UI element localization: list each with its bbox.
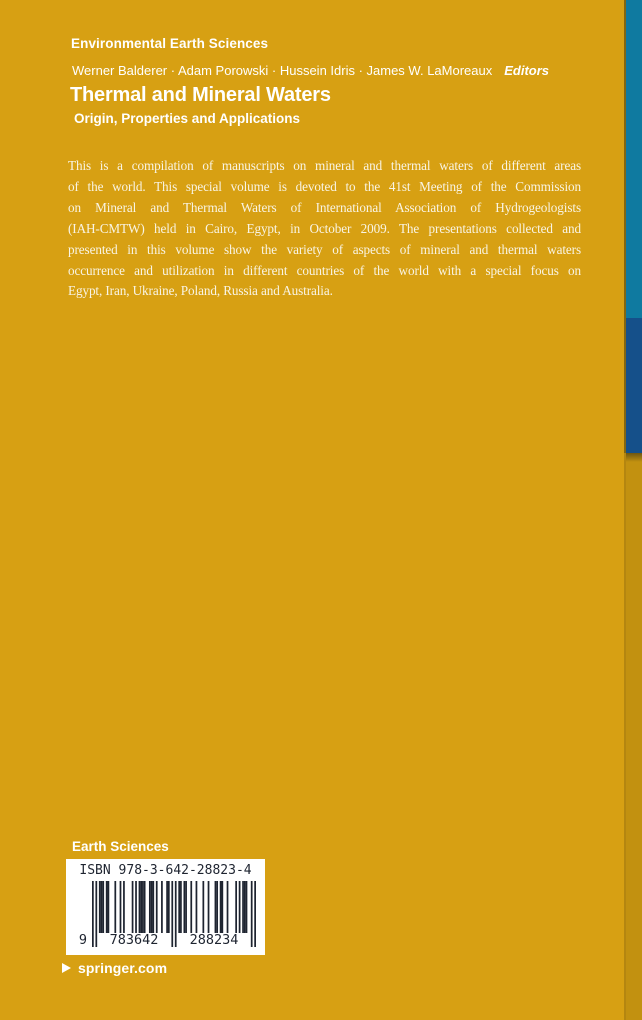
back-cover-description <box>68 156 581 302</box>
description-line: occurrence and utilization in different countries of the world with a special focus on <box>68 262 581 278</box>
barcode-digits-left: 783642 <box>109 932 159 948</box>
cover-edge-olive-segment <box>626 453 642 1020</box>
book-subtitle: Origin, Properties and Applications <box>74 111 301 126</box>
description-line: of the world. This special volume is devoted to the 41st Meeting of the Commission <box>68 178 581 194</box>
series-title: Environmental Earth Sciences <box>71 36 269 51</box>
publisher-website: springer.com <box>78 960 168 976</box>
description-line: (IAH-CMTW) held in Cairo, Egypt, in October 2009. The presentations collected and <box>68 220 581 236</box>
publisher-footer <box>62 960 167 976</box>
editors-label: Editors <box>504 63 550 78</box>
isbn-barcode-block <box>66 859 265 955</box>
isbn-number-label: ISBN 978-3-642-28823-4 <box>79 863 252 878</box>
cover-edge-navy-segment <box>626 318 642 453</box>
description-line: on Mineral and Thermal Waters of International Association of Hydrogeologists <box>68 199 581 215</box>
description-line: This is a compilation of manuscripts on mineral and thermal waters of different areas <box>68 158 581 173</box>
cover-crease-shadow <box>624 0 626 453</box>
description-line: presented in this volume show the variety of aspects of mineral and thermal waters <box>68 241 581 257</box>
category-label: Earth Sciences <box>72 839 169 854</box>
book-title: Thermal and Mineral Waters <box>70 84 331 106</box>
triangle-arrow-icon <box>62 963 71 973</box>
cover-edge-teal-segment <box>626 0 642 318</box>
authors-names: Werner Balderer · Adam Porowski · Hussein Idris · James W. LaMoreaux <box>72 63 493 78</box>
barcode-area <box>66 881 265 953</box>
description-line: Egypt, Iran, Ukraine, Poland, Russia and Australia. <box>68 283 333 299</box>
authors-line <box>72 63 549 78</box>
cover-edge-horizontal-shadow <box>626 453 642 462</box>
cover-crease-shadow-soft <box>624 453 626 1020</box>
barcode-digits-right: 288234 <box>189 932 239 948</box>
barcode-digit-first: 9 <box>78 932 88 948</box>
